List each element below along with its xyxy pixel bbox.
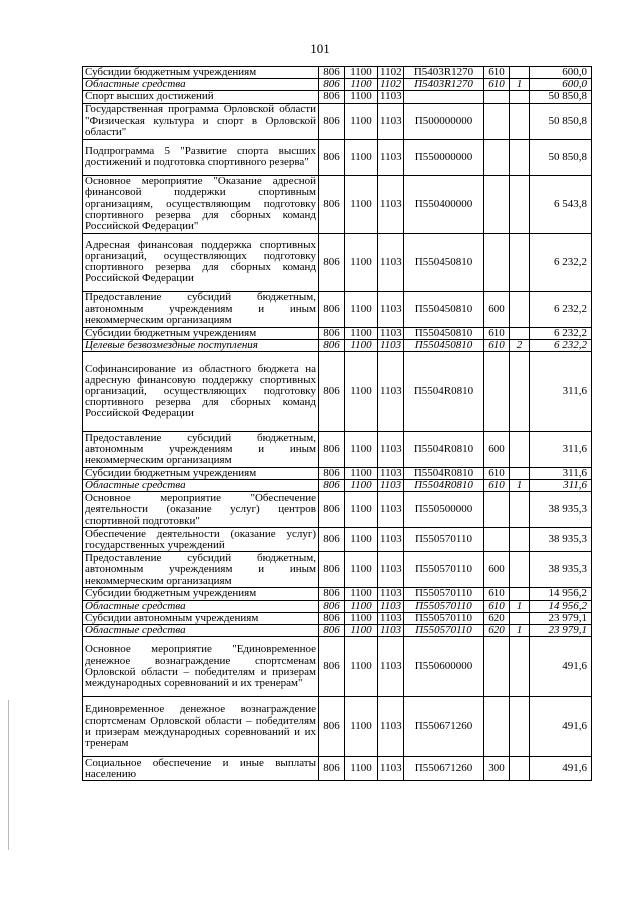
- cell-funding-source: [510, 103, 530, 139]
- cell-section: 1100: [345, 588, 378, 600]
- table-row: [83, 91, 592, 103]
- cell-target-article: П550600000: [404, 637, 484, 697]
- cell-amount: 311,6: [530, 480, 592, 492]
- cell-target-article: П5403R1270: [404, 79, 484, 91]
- cell-name: Основное мероприятие "Обеспечение деятельности (оказание услуг) центров спортивной подготовки": [83, 492, 319, 528]
- cell-funding-source: [510, 91, 530, 103]
- table-row: [83, 352, 592, 432]
- cell-funding-source: 1: [510, 79, 530, 91]
- cell-name: Субсидии бюджетным учреждениям: [83, 468, 319, 480]
- cell-amount: 38 935,3: [530, 552, 592, 588]
- cell-name: Областные средства: [83, 600, 319, 612]
- cell-subsection: 1103: [378, 327, 404, 339]
- cell-admin-code: 806: [319, 600, 345, 612]
- cell-admin-code: 806: [319, 339, 345, 351]
- cell-amount: 6 232,2: [530, 339, 592, 351]
- cell-subsection: 1103: [378, 757, 404, 781]
- cell-section: 1100: [345, 600, 378, 612]
- cell-section: 1100: [345, 233, 378, 291]
- cell-section: 1100: [345, 468, 378, 480]
- cell-admin-code: 806: [319, 139, 345, 175]
- cell-expense-type: 610: [484, 588, 510, 600]
- cell-name: Целевые безвозмездные поступления: [83, 339, 319, 351]
- table-row: [83, 492, 592, 528]
- cell-admin-code: 806: [319, 757, 345, 781]
- cell-subsection: 1103: [378, 492, 404, 528]
- cell-amount: 23 979,1: [530, 612, 592, 624]
- cell-funding-source: [510, 552, 530, 588]
- cell-name: Спорт высших достижений: [83, 91, 319, 103]
- cell-expense-type: 600: [484, 552, 510, 588]
- cell-expense-type: [484, 91, 510, 103]
- cell-section: 1100: [345, 327, 378, 339]
- cell-name: Субсидии бюджетным учреждениям: [83, 588, 319, 600]
- cell-admin-code: 806: [319, 175, 345, 233]
- cell-section: 1100: [345, 552, 378, 588]
- cell-funding-source: [510, 528, 530, 552]
- cell-target-article: П550570110: [404, 528, 484, 552]
- page-number: 101: [310, 41, 330, 56]
- cell-amount: 6 543,8: [530, 175, 592, 233]
- cell-funding-source: [510, 588, 530, 600]
- cell-admin-code: 806: [319, 91, 345, 103]
- cell-amount: 311,6: [530, 352, 592, 432]
- cell-section: 1100: [345, 492, 378, 528]
- cell-admin-code: 806: [319, 637, 345, 697]
- cell-funding-source: [510, 352, 530, 432]
- cell-name: Субсидии бюджетным учреждениям: [83, 67, 319, 79]
- cell-amount: 600,0: [530, 67, 592, 79]
- cell-section: 1100: [345, 612, 378, 624]
- cell-section: 1100: [345, 528, 378, 552]
- cell-subsection: 1103: [378, 291, 404, 327]
- cell-subsection: 1103: [378, 600, 404, 612]
- scan-mark: [8, 700, 9, 850]
- cell-funding-source: 1: [510, 625, 530, 637]
- cell-funding-source: [510, 637, 530, 697]
- cell-subsection: 1103: [378, 588, 404, 600]
- cell-expense-type: [484, 528, 510, 552]
- cell-target-article: П550570110: [404, 600, 484, 612]
- cell-target-article: П550570110: [404, 625, 484, 637]
- cell-subsection: 1103: [378, 352, 404, 432]
- cell-expense-type: 300: [484, 757, 510, 781]
- cell-section: 1100: [345, 625, 378, 637]
- cell-amount: 50 850,8: [530, 139, 592, 175]
- cell-funding-source: [510, 291, 530, 327]
- cell-target-article: П5504R0810: [404, 432, 484, 468]
- cell-amount: 6 232,2: [530, 327, 592, 339]
- table-row: [83, 637, 592, 697]
- cell-amount: 38 935,3: [530, 528, 592, 552]
- cell-expense-type: 610: [484, 327, 510, 339]
- cell-subsection: 1103: [378, 552, 404, 588]
- cell-funding-source: [510, 697, 530, 757]
- cell-target-article: П550570110: [404, 552, 484, 588]
- cell-target-article: П550450810: [404, 327, 484, 339]
- cell-amount: 311,6: [530, 432, 592, 468]
- table-row: [83, 625, 592, 637]
- cell-funding-source: [510, 432, 530, 468]
- cell-section: 1100: [345, 79, 378, 91]
- cell-target-article: П550671260: [404, 757, 484, 781]
- cell-amount: 38 935,3: [530, 492, 592, 528]
- cell-expense-type: 610: [484, 67, 510, 79]
- cell-target-article: П550570110: [404, 612, 484, 624]
- cell-admin-code: 806: [319, 67, 345, 79]
- cell-subsection: 1103: [378, 339, 404, 351]
- table-row: [83, 339, 592, 351]
- cell-funding-source: [510, 139, 530, 175]
- cell-name: Государственная программа Орловской области "Физическая культура и спорт в Орловской области": [83, 103, 319, 139]
- cell-admin-code: 806: [319, 492, 345, 528]
- cell-name: Подпрограмма 5 "Развитие спорта высших достижений и подготовка спортивного резерва": [83, 139, 319, 175]
- cell-section: 1100: [345, 91, 378, 103]
- table-row: [83, 600, 592, 612]
- table-row: [83, 103, 592, 139]
- cell-target-article: П550500000: [404, 492, 484, 528]
- cell-expense-type: 620: [484, 625, 510, 637]
- cell-target-article: П550400000: [404, 175, 484, 233]
- cell-expense-type: [484, 103, 510, 139]
- cell-admin-code: 806: [319, 291, 345, 327]
- table-row: [83, 528, 592, 552]
- cell-section: 1100: [345, 697, 378, 757]
- cell-expense-type: 600: [484, 432, 510, 468]
- cell-admin-code: 806: [319, 327, 345, 339]
- cell-subsection: 1103: [378, 139, 404, 175]
- cell-admin-code: 806: [319, 432, 345, 468]
- cell-target-article: П550450810: [404, 233, 484, 291]
- cell-funding-source: [510, 492, 530, 528]
- cell-admin-code: 806: [319, 103, 345, 139]
- cell-target-article: П550450810: [404, 339, 484, 351]
- cell-expense-type: [484, 233, 510, 291]
- cell-admin-code: 806: [319, 552, 345, 588]
- cell-name: Основное мероприятие "Оказание адресной финансовой поддержки спортивным организациям, осуществляющим подготовку спортивного резерва для сборных команд Российской Федерации": [83, 175, 319, 233]
- cell-expense-type: 610: [484, 79, 510, 91]
- table-row: [83, 327, 592, 339]
- cell-section: 1100: [345, 480, 378, 492]
- cell-subsection: 1102: [378, 67, 404, 79]
- cell-subsection: 1103: [378, 175, 404, 233]
- table-row: [83, 757, 592, 781]
- cell-target-article: П5403R1270: [404, 67, 484, 79]
- cell-amount: 491,6: [530, 757, 592, 781]
- cell-amount: 491,6: [530, 697, 592, 757]
- cell-funding-source: [510, 757, 530, 781]
- table-row: [83, 697, 592, 757]
- cell-name: Единовременное денежное вознаграждение спортсменам Орловской области – победителям и призерам международных соревнований и их тренерам: [83, 697, 319, 757]
- cell-target-article: П550000000: [404, 139, 484, 175]
- cell-amount: 50 850,8: [530, 103, 592, 139]
- cell-admin-code: 806: [319, 233, 345, 291]
- cell-section: 1100: [345, 757, 378, 781]
- cell-name: Субсидии автономным учреждениям: [83, 612, 319, 624]
- cell-amount: 6 232,2: [530, 233, 592, 291]
- cell-expense-type: [484, 637, 510, 697]
- cell-name: Предоставление субсидий бюджетным, автономным учреждениям и иным некоммерческим организациям: [83, 432, 319, 468]
- cell-funding-source: 2: [510, 339, 530, 351]
- cell-subsection: 1103: [378, 432, 404, 468]
- cell-amount: 50 850,8: [530, 91, 592, 103]
- table-row: [83, 291, 592, 327]
- cell-expense-type: 620: [484, 612, 510, 624]
- cell-subsection: 1103: [378, 528, 404, 552]
- cell-subsection: 1103: [378, 637, 404, 697]
- cell-target-article: П550671260: [404, 697, 484, 757]
- cell-name: Софинансирование из областного бюджета на адресную финансовую поддержку спортивных организаций, осуществляющих подготовку спортивного резерва для сборных команд Российской Федерации: [83, 352, 319, 432]
- cell-amount: 14 956,2: [530, 588, 592, 600]
- cell-name: Социальное обеспечение и иные выплаты населению: [83, 757, 319, 781]
- cell-admin-code: 806: [319, 697, 345, 757]
- cell-name: Основное мероприятие "Единовременное денежное вознаграждение спортсменам Орловской области – победителям и призерам международных соревнований и их тренерам": [83, 637, 319, 697]
- cell-target-article: П550570110: [404, 588, 484, 600]
- cell-section: 1100: [345, 103, 378, 139]
- cell-amount: 6 232,2: [530, 291, 592, 327]
- cell-name: Областные средства: [83, 480, 319, 492]
- cell-expense-type: 610: [484, 468, 510, 480]
- cell-section: 1100: [345, 339, 378, 351]
- cell-expense-type: [484, 352, 510, 432]
- cell-expense-type: [484, 697, 510, 757]
- table-row: [83, 432, 592, 468]
- cell-expense-type: 610: [484, 600, 510, 612]
- budget-table: [82, 66, 592, 781]
- cell-target-article: П500000000: [404, 103, 484, 139]
- cell-expense-type: 600: [484, 291, 510, 327]
- cell-subsection: 1103: [378, 697, 404, 757]
- cell-admin-code: 806: [319, 528, 345, 552]
- cell-section: 1100: [345, 637, 378, 697]
- table-row: [83, 233, 592, 291]
- cell-admin-code: 806: [319, 612, 345, 624]
- table-row: [83, 480, 592, 492]
- table-row: [83, 139, 592, 175]
- cell-subsection: 1103: [378, 103, 404, 139]
- cell-expense-type: [484, 139, 510, 175]
- cell-amount: 311,6: [530, 468, 592, 480]
- table-row: [83, 588, 592, 600]
- cell-amount: 14 956,2: [530, 600, 592, 612]
- cell-section: 1100: [345, 291, 378, 327]
- cell-name: Обеспечение деятельности (оказание услуг) государственных учреждений: [83, 528, 319, 552]
- cell-name: Предоставление субсидий бюджетным, автономным учреждениям и иным некоммерческим организациям: [83, 291, 319, 327]
- cell-funding-source: [510, 612, 530, 624]
- cell-funding-source: [510, 468, 530, 480]
- cell-admin-code: 806: [319, 588, 345, 600]
- cell-funding-source: [510, 233, 530, 291]
- cell-expense-type: [484, 175, 510, 233]
- cell-subsection: 1103: [378, 612, 404, 624]
- cell-subsection: 1103: [378, 233, 404, 291]
- table-row: [83, 79, 592, 91]
- cell-target-article: [404, 91, 484, 103]
- cell-name: Адресная финансовая поддержка спортивных организаций, осуществляющих подготовку спортивного резерва для сборных команд Российской Федерации: [83, 233, 319, 291]
- cell-expense-type: 610: [484, 339, 510, 351]
- table-row: [83, 552, 592, 588]
- cell-subsection: 1103: [378, 468, 404, 480]
- cell-target-article: П5504R0810: [404, 480, 484, 492]
- cell-section: 1100: [345, 352, 378, 432]
- cell-section: 1100: [345, 67, 378, 79]
- cell-expense-type: [484, 492, 510, 528]
- cell-admin-code: 806: [319, 625, 345, 637]
- cell-name: Субсидии бюджетным учреждениям: [83, 327, 319, 339]
- cell-funding-source: 1: [510, 480, 530, 492]
- cell-funding-source: [510, 67, 530, 79]
- cell-funding-source: 1: [510, 600, 530, 612]
- cell-admin-code: 806: [319, 352, 345, 432]
- cell-subsection: 1103: [378, 480, 404, 492]
- table-row: [83, 175, 592, 233]
- cell-funding-source: [510, 175, 530, 233]
- table-row: [83, 67, 592, 79]
- cell-funding-source: [510, 327, 530, 339]
- cell-target-article: П550450810: [404, 291, 484, 327]
- table-row: [83, 468, 592, 480]
- cell-admin-code: 806: [319, 480, 345, 492]
- cell-amount: 600,0: [530, 79, 592, 91]
- cell-section: 1100: [345, 432, 378, 468]
- cell-amount: 491,6: [530, 637, 592, 697]
- cell-section: 1100: [345, 139, 378, 175]
- cell-amount: 23 979,1: [530, 625, 592, 637]
- cell-target-article: П5504R0810: [404, 468, 484, 480]
- cell-subsection: 1103: [378, 625, 404, 637]
- cell-name: Областные средства: [83, 625, 319, 637]
- cell-expense-type: 610: [484, 480, 510, 492]
- cell-admin-code: 806: [319, 468, 345, 480]
- cell-section: 1100: [345, 175, 378, 233]
- table-row: [83, 612, 592, 624]
- cell-name: Предоставление субсидий бюджетным, автономным учреждениям и иным некоммерческим организациям: [83, 552, 319, 588]
- cell-admin-code: 806: [319, 79, 345, 91]
- cell-name: Областные средства: [83, 79, 319, 91]
- cell-target-article: П5504R0810: [404, 352, 484, 432]
- table-body: [83, 67, 592, 781]
- cell-subsection: 1102: [378, 79, 404, 91]
- cell-subsection: 1103: [378, 91, 404, 103]
